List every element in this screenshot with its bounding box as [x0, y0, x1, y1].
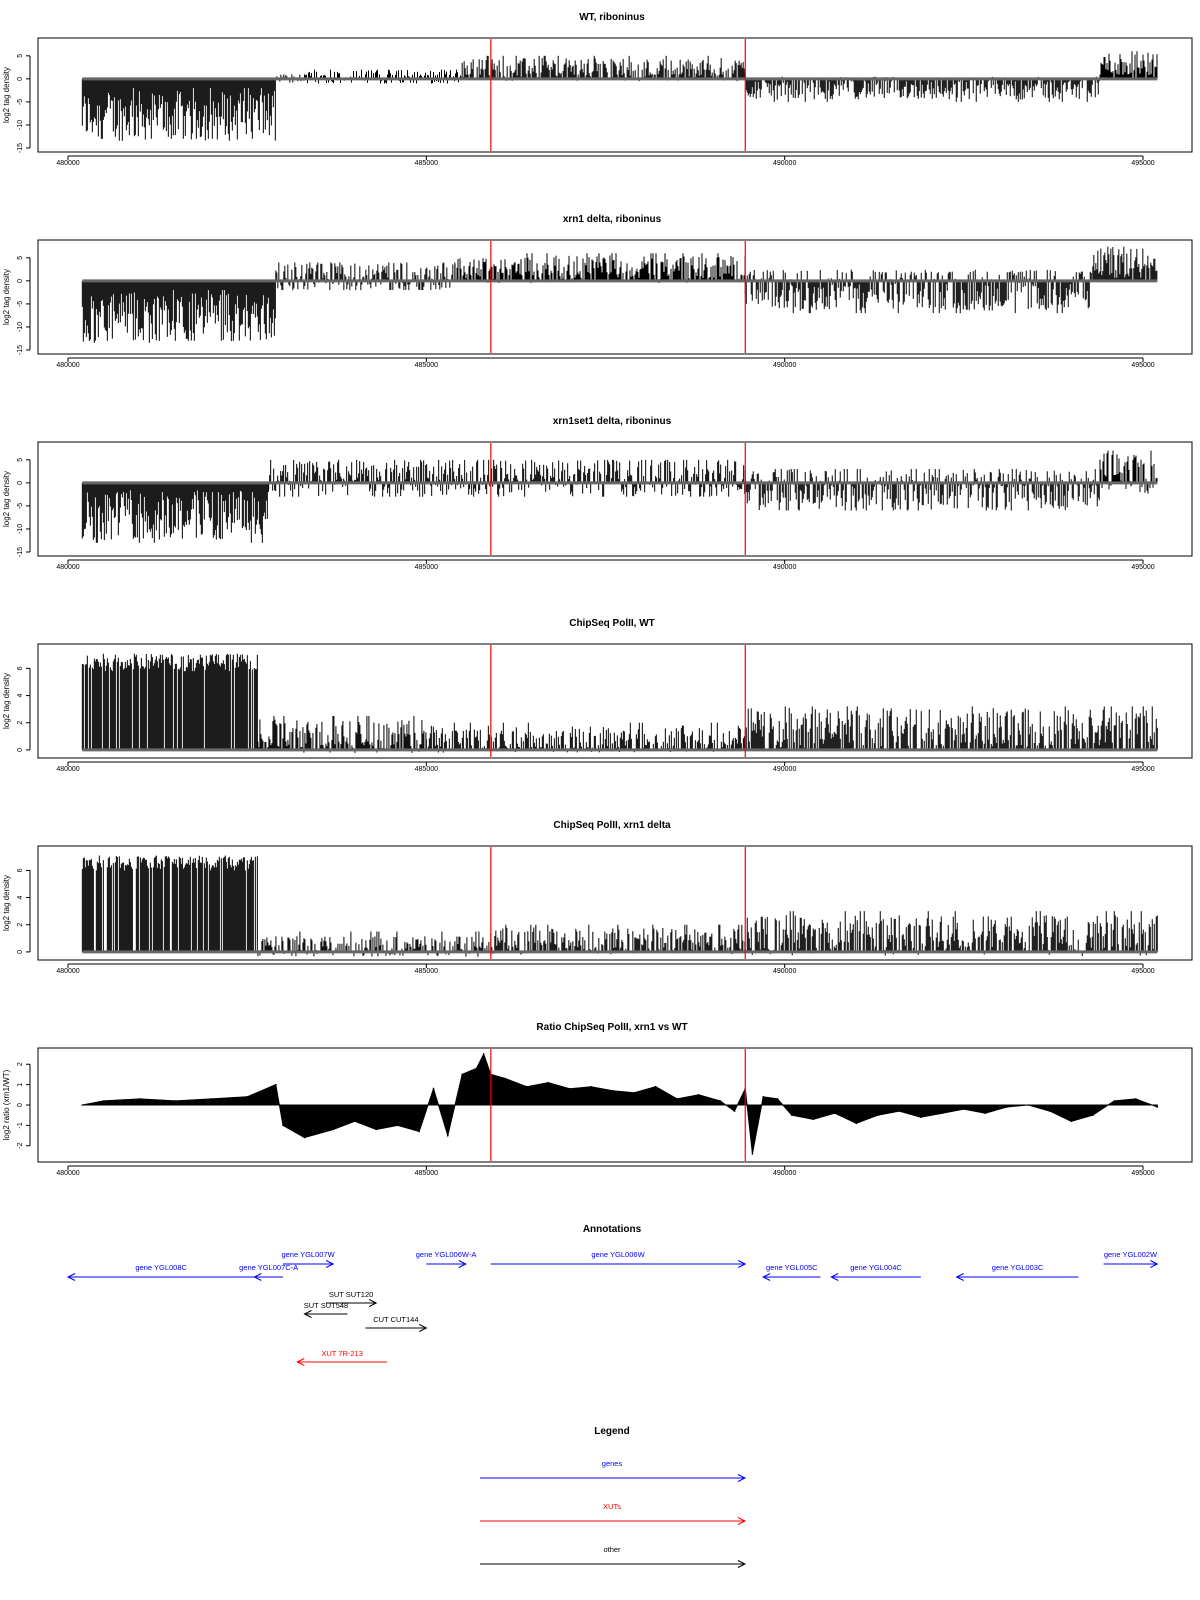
y-tick-label: 5 — [17, 457, 24, 462]
plot-area — [82, 856, 1157, 957]
y-tick-label: -10 — [17, 321, 24, 333]
y-tick-label: -15 — [17, 142, 24, 154]
y-axis-label: log2 tag density — [2, 672, 11, 730]
y-axis-label: log2 tag density — [2, 470, 11, 528]
data-series-segment — [745, 469, 1099, 510]
data-series-segment — [82, 654, 257, 750]
x-tick-label: 490000 — [772, 160, 797, 167]
y-tick-label: 0 — [17, 278, 24, 283]
chart-title: ChipSeq PolII, WT — [569, 618, 655, 629]
chart-title: ChipSeq PolII, xrn1 delta — [553, 820, 671, 831]
x-tick-label: 480000 — [56, 160, 80, 167]
y-tick-label: 5 — [17, 255, 24, 260]
data-series-segment — [276, 262, 455, 290]
data-series-segment — [82, 483, 268, 543]
data-series-segment — [82, 79, 275, 141]
data-series-segment — [1093, 247, 1157, 281]
plot-area — [82, 51, 1157, 141]
x-tick-label: 490000 — [772, 362, 797, 369]
y-tick-label: 6 — [17, 666, 24, 671]
y-tick-label: -5 — [17, 502, 24, 510]
data-series-segment — [269, 460, 745, 497]
data-series-segment — [1100, 451, 1157, 494]
plot-frame — [38, 240, 1192, 354]
x-tick-label: 480000 — [56, 362, 80, 369]
x-tick-label: 490000 — [772, 564, 797, 571]
data-series-segment — [745, 911, 1157, 956]
x-tick-label: 495000 — [1131, 766, 1155, 773]
plot-area — [82, 247, 1157, 343]
y-axis — [2, 666, 30, 752]
x-axis — [56, 762, 1154, 773]
data-series-segment — [462, 56, 745, 81]
y-axis — [2, 256, 30, 355]
y-tick-label: 5 — [17, 53, 24, 58]
x-tick-label: 495000 — [1131, 160, 1155, 167]
data-series-segment — [82, 856, 257, 952]
data-series-segment — [491, 925, 745, 955]
y-axis-label: log2 tag density — [2, 66, 11, 124]
y-tick-label: 0 — [17, 747, 24, 752]
chart-panel-3 — [2, 416, 1192, 571]
data-series-segment — [305, 70, 462, 84]
x-axis — [56, 560, 1154, 571]
y-axis-label: log2 tag density — [2, 268, 11, 326]
chart-title: WT, riboninus — [579, 12, 645, 23]
x-tick-label: 480000 — [56, 564, 80, 571]
y-tick-label: 4 — [17, 693, 24, 698]
data-series-segment — [426, 723, 744, 753]
data-series-segment — [82, 281, 275, 343]
y-tick-label: -10 — [17, 523, 24, 535]
x-tick-label: 490000 — [772, 766, 797, 773]
y-tick-label: -15 — [17, 546, 24, 558]
y-tick-label: -15 — [17, 344, 24, 356]
data-series-segment — [745, 77, 1099, 102]
y-tick-label: -5 — [17, 98, 24, 106]
y-axis — [2, 458, 30, 557]
x-tick-label: 480000 — [56, 766, 80, 773]
chart-panel-1 — [2, 12, 1192, 167]
y-tick-label: -10 — [17, 119, 24, 131]
x-tick-label: 485000 — [414, 362, 439, 369]
chart-title: xrn1set1 delta, riboninus — [552, 416, 672, 427]
chart-panel-4 — [2, 618, 1192, 773]
plot-area — [82, 451, 1157, 543]
y-tick-label: -5 — [17, 300, 24, 308]
chart-title: xrn1 delta, riboninus — [562, 214, 662, 225]
x-axis — [56, 358, 1154, 369]
y-tick-label: 0 — [17, 480, 24, 485]
x-tick-label: 485000 — [414, 564, 439, 571]
data-series-segment — [455, 253, 745, 283]
x-tick-label: 485000 — [414, 160, 439, 167]
y-tick-label: 0 — [17, 76, 24, 81]
y-axis — [2, 54, 30, 153]
y-tick-label: 2 — [17, 720, 24, 725]
chart-panel-2 — [2, 214, 1192, 369]
data-series-segment — [1100, 51, 1157, 79]
plot-area — [82, 654, 1157, 753]
x-tick-label: 485000 — [414, 766, 439, 773]
x-tick-label: 495000 — [1131, 564, 1155, 571]
data-series-segment — [745, 270, 1092, 314]
chart-panel-5 — [2, 820, 1192, 975]
x-axis — [56, 156, 1154, 167]
x-tick-label: 495000 — [1131, 362, 1155, 369]
data-series-segment — [258, 716, 426, 753]
data-series-segment — [745, 706, 1157, 751]
